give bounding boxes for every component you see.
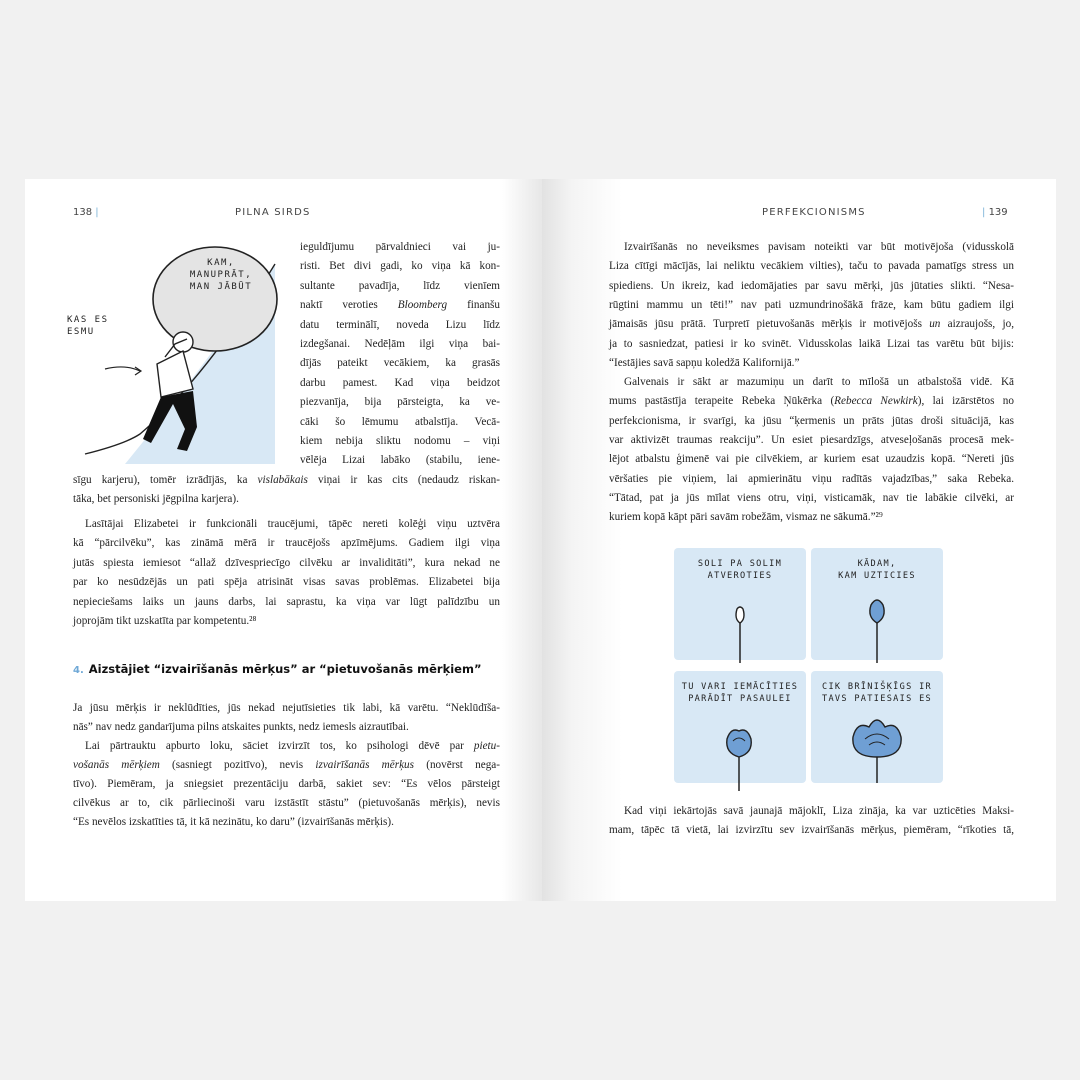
- text-line: Galvenais ir sākt ar mazumiņu un darīt to mīlošā un atbalstošā vidē. Kā: [624, 376, 1014, 389]
- text-line: Lasītājai Elizabetei ir funkcionāli traucējumi, tāpēc nereti kolēģi viņu uztvēra: [85, 518, 500, 530]
- text-line: jāmaisās jūsu prātā. Turpretī pietuvošanās mērķis ir motivējošs un aizraujošs, jo,: [609, 318, 1014, 331]
- text-line: jutās spiesta iemiesot “allaž dzīvespriecīgo cilvēku ar invaliditāti”, kura nekad ne: [73, 556, 500, 569]
- text-line: vēlēja Lizai labāko (stabilu, iene-: [300, 454, 500, 467]
- right-page: PERFEKCIONISMS | 139 Izvairīšanās no neveiksmes pavisam noteikti var būt motivējoša (vidusskolā Liza cītīgi mācījās, lai neliktu vecākiem vilties), taču to pavada pamatīgs stress un spiediens. Un ikreiz, kad iedomājaties par savu mērķi, jūs jūtaties slikti. “Nesa- rūgtini mammu un tēti!” nav pati uzmundrinošākā frāze, kam būtu gadiem ilgi jāmaisās jūsu prātā. Turpretī pietuvošanās mērķis ir motivējošs un aizraujošs, jo, ja to sasniedzat, patiesi ir ko svinēt. Vidusskolas laikā Lizai tas varētu būt bijis: “Iestājies savā sapņu koledžā Kalifornijā.” Galvenais ir sākt ar mazumiņu un darīt to mīlošā un atbalstošā vidē. Kā mums pastāstīja terapeite Rebeka Ņūkērka (Rebecca Newkirk), lai izārstētos no perfekcionisma, ir svarīgi, ka jūsu “ķermenis un prāts jūtas droši situācijā, kas var aktivizēt traumas reakciju”. Un esiet piesardzīgs, atveseļošanās procesā mek- lējot atbalstu ģimenē vai pie cilvēkiem, ar kuriem esat uzaudzis kopā. “Nereti jūs vēršaties pie viņiem, lai apmierinātu viņu radītās vajadzības,” saka Rebeka. “Tātad, pat ja jūs mīlat viens otru, viņi, visticamāk, nav tie labākie cilvēki, ar kuriem kopā kāpt pāri savām robežām, vismaz ne sākumā.”²⁹ SOLI PA SOLIM ATVEROTIES KĀDAM, KAM UZTICIES TU VARI IEMĀCĪTIES PARĀDĪT PASAULEI CIK BRĪNIŠĶĪGS IR TAVS PATIESAIS ES Kad viņi iekārtojās savā jaunajā mājoklī, Liza zināja, ka var uzticēties Maksi- mam, tāpēc tā vietā, lai izvirzītu sev izvairīšanās mērķus, piemēram, “rīkoties tā,: [542, 179, 1056, 901]
- text-line: kiem nebija sliktu nodomu – viņi: [300, 435, 500, 447]
- text-line: kuriem kopā kāpt pāri savām robežām, vismaz ne sākumā.”²⁹: [609, 511, 883, 524]
- text-line: “Tātad, pat ja jūs mīlat viens otru, viņi, visticamāk, nav tie labākie cilvēki, ar: [609, 491, 1014, 504]
- comic-panel-1: SOLI PA SOLIM ATVEROTIES: [674, 548, 806, 660]
- text-line: mam, tāpēc tā vietā, lai izvirzītu sev izvairīšanās mērķus, piemēram, “rīkoties tā,: [609, 824, 1014, 836]
- text-line: piezvanīja, bija pārsteigta, ka ve-: [300, 396, 500, 409]
- text-line: izdegšanai. Nedēļām ilgi viņa bai-: [300, 338, 500, 350]
- side-text: KAS ES ESMU: [67, 315, 109, 337]
- left-page: 138 | PILNA SIRDS KAM, MANUPRĀT, MAN JĀBŪT KAS ES ESMU ieguldījumu pārvaldnieci vai ju- risti. Bet divi gadi, ko viņa kā kon- sultante pavadīja, līdz vienīem naktī veroties Bloomberg finanšu datu terminālī, noveda Lizu līdz izdegšanai. Nedēļām ilgi viņa bai- dījās pateikt vecākiem, ka grasās darbu pamest. Kad viņa beidzot piezvanīja, bija pārsteigta, ka ve- cāki šo lēmumu atbalstīja. Vecā- kiem nebija sliktu nodomu – viņi vēlēja Lizai labāko (stabilu, iene- sīgu karjeru), tomēr izrādījās, ka vislabākais viņai ir kas cits (nedaudz riskan- tāka, bet personiski jēgpilna karjera). Lasītājai Elizabetei ir funkcionāli traucējumi, tāpēc nereti kolēģi viņu uztvēra kā “pārcilvēku”, kas zināmā mērā ir traucējošs apzīmējums. Gadiem ilgi viņa jutās spiesta iemiesot “allaž dzīvespriecīgo cilvēku ar invaliditāti”, kura nekad ne par ko nesūdzējās un pati spēja atrisināt visas savas problēmas. Elizabetei bija nepieciešams laiks un jauns darbs, lai saprastu, ka viņa var lūgt palīdzību un joprojām tikt uzskatīta par kompetentu.²⁸ 4. Aizstājiet “izvairīšanās mērķus” ar “pietuvošanās mērķiem” Ja jūsu mērķis ir neklūdīties, jūs nekad nejutīsieties tik labi, kā varētu. “Neklūdīša- nās” nav nedz gandarījuma pilns atskaites punkts, nedz iemesls aizrautībai. Lai pārtrauktu apburto loku, sāciet izvirzīt tos, ko psihologi dēvē par pietu- vošanās mērķiem (sasniegt pozitīvo), nevis izvairīšanās mērķus (novērst nega- tīvo). Piemēram, ja sniegsiet prezentāciju darbā, sakiet sev: “Es vēlos pārsteigt cilvēkus ar to, cik pārliecinoši varu izstāstīt stāstu” (pietuvošanās mērķis), nevis “Es nevēlos izskatīties tā, it kā nezinātu, ko daru” (izvairīšanās mērķis).: [25, 179, 542, 901]
- text-line: Ja jūsu mērķis ir neklūdīties, jūs nekad nejutīsieties tik labi, kā varētu. “Neklūdīša-: [73, 702, 500, 714]
- text-line: ieguldījumu pārvaldnieci vai ju-: [300, 241, 500, 253]
- flower-bud-opening: [861, 593, 893, 663]
- text-line: risti. Bet divi gadi, ko viņa kā kon-: [300, 260, 500, 273]
- text-line: lējot atbalstu ģimenē vai pie cilvēkiem, ar kuriem esat uzaudzis kopā. “Nereti jūs: [609, 453, 1014, 466]
- flower-rose-small: [719, 721, 759, 791]
- comic-panel-4: CIK BRĪNIŠĶĪGS IR TAVS PATIESAIS ES: [811, 671, 943, 783]
- text-line: nās” nav nedz gandarījuma pilns atskaites punkts, nedz iemesls aizrautībai.: [73, 721, 409, 733]
- flower-rose-bloom: [847, 713, 907, 783]
- text-line: nepieciešams laiks un jauns darbs, lai saprastu, ka viņa var lūgt palīdzību un: [73, 595, 500, 608]
- text-line: mums pastāstīja terapeite Rebeka Ņūkērka (Rebecca Newkirk), lai izārstētos no: [609, 395, 1014, 408]
- text-line: Lai pārtrauktu apburto loku, sāciet izvirzīt tos, ko psihologi dēvē par pietu-: [85, 740, 500, 752]
- page-number-right: 139: [988, 207, 1008, 218]
- text-line: sīgu karjeru), tomēr izrādījās, ka vislabākais viņai ir kas cits (nedaudz riskan-: [73, 474, 500, 486]
- text-line: naktī veroties Bloomberg finanšu: [300, 299, 500, 312]
- text-line: spiediens. Un ikreiz, kad iedomājaties par savu mērķi, jūs jūtaties slikti. “Nesa-: [609, 279, 1014, 292]
- text-line: tāka, bet personiski jēgpilna karjera).: [73, 493, 239, 505]
- text-line: “Iestājies savā sapņu koledžā Kalifornijā.”: [609, 356, 800, 369]
- running-head-left: PILNA SIRDS: [235, 207, 311, 218]
- text-line: ja to sasniedzat, patiesi ir ko svinēt. Vidusskolas laikā Lizai tas varētu būt bijis:: [609, 337, 1014, 350]
- section-heading: 4. Aizstājiet “izvairīšanās mērķus” ar “pietuvošanās mērķiem”: [73, 662, 482, 676]
- running-head-right: PERFEKCIONISMS: [762, 207, 866, 218]
- text-line: kā “pārcilvēku”, kas zināmā mērā ir traucējošs apzīmējums. Gadiem ilgi viņa: [73, 537, 500, 550]
- text-line: tīvo). Piemēram, ja sniegsiet prezentāciju darbā, sakiet sev: “Es vēlos pārsteigt: [73, 778, 500, 790]
- text-line: joprojām tikt uzskatīta par kompetentu.²⁸: [73, 615, 257, 627]
- text-line: cāki šo lēmumu atbalstīja. Vecā-: [300, 415, 500, 428]
- text-line: vēršaties pie viņiem, lai apmierinātu viņu radītās vajadzības,” saka Rebeka.: [609, 472, 1014, 485]
- text-line: Kad viņi iekārtojās savā jaunajā mājoklī, Liza zināja, ka var uzticēties Maksi-: [624, 805, 1014, 817]
- text-line: dījās pateikt vecākiem, ka grasās: [300, 357, 500, 370]
- text-line: cilvēkus ar to, cik pārliecinoši varu izstāstīt stāstu” (pietuvošanās mērķis), nevis: [73, 797, 500, 809]
- boulder-text: KAM, MANUPRĀT, MAN JĀBŪT: [189, 258, 253, 292]
- comic-panel-3: TU VARI IEMĀCĪTIES PARĀDĪT PASAULEI: [674, 671, 806, 783]
- text-line: datu terminālī, noveda Lizu līdz: [300, 318, 500, 331]
- page-number-left: 138: [73, 207, 93, 218]
- text-line: var aktivizēt traumas reakciju”. Un esiet piesardzīgs, atveseļošanās procesā mek-: [609, 434, 1014, 446]
- text-line: par ko nesūdzējās un pati spēja atrisināt visas savas problēmas. Elizabetei bija: [73, 576, 500, 589]
- comic-panel-2: KĀDAM, KAM UZTICIES: [811, 548, 943, 660]
- text-line: perfekcionisma, ir svarīgi, ka jūsu “ķermenis un prāts jūtas droši situācijā, kas: [609, 414, 1014, 427]
- flower-bud-closed: [724, 603, 756, 663]
- text-line: sultante pavadīja, līdz vienīem: [300, 279, 500, 292]
- text-line: darbu pamest. Kad viņa beidzot: [300, 376, 500, 389]
- text-line: Izvairīšanās no neveiksmes pavisam noteikti var būt motivējoša (vidusskolā: [624, 241, 1014, 253]
- text-line: vošanās mērķiem (sasniegt pozitīvo), nevis izvairīšanās mērķus (novērst nega-: [73, 759, 500, 771]
- text-line: “Es nevēlos izskatīties tā, it kā nezinātu, ko daru” (izvairīšanās mērķis).: [73, 816, 394, 828]
- text-line: rūgtini mammu un tēti!” nav pati uzmundrinošākā frāze, kam būtu gadiem ilgi: [609, 298, 1014, 311]
- text-line: Liza cītīgi mācījās, lai neliktu vecākiem vilties), taču to pavada pamatīgs stress un: [609, 260, 1014, 273]
